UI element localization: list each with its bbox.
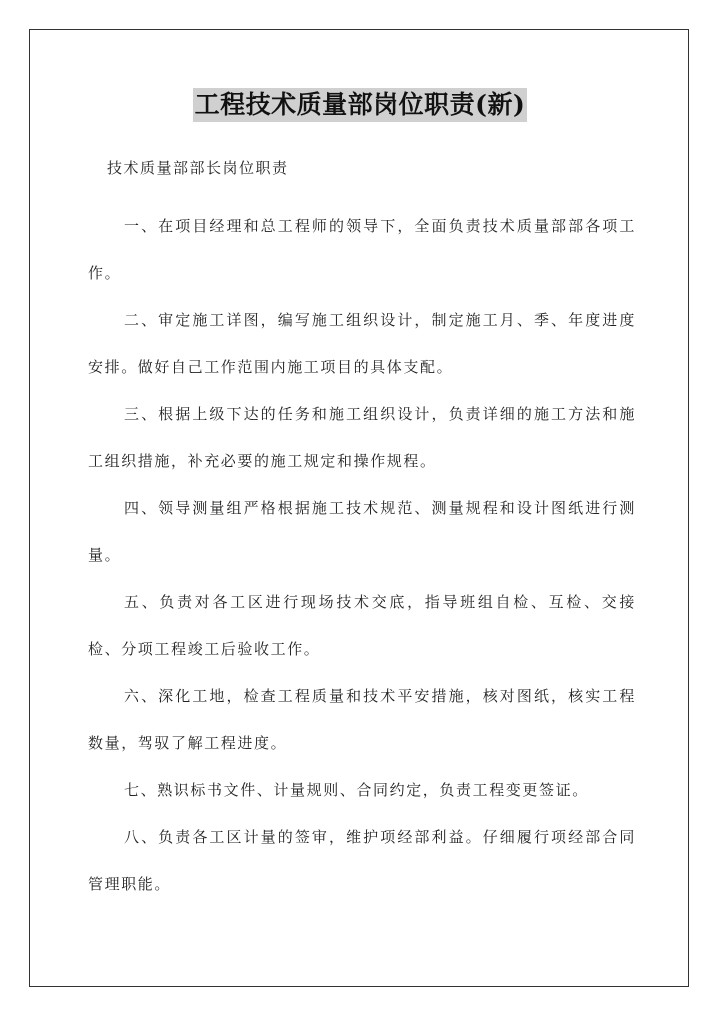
duty-paragraph-4: 四、领导测量组严格根据施工技术规范、测量规程和设计图纸进行测量。	[88, 499, 636, 564]
document-title: 工程技术质量部岗位职责(新)	[193, 88, 528, 122]
document-body	[88, 203, 636, 908]
duty-paragraph-2: 二、审定施工详图，编写施工组织设计，制定施工月、季、年度进度安排。做好自己工作范围内施工项目的具体支配。	[88, 311, 636, 376]
duty-paragraph-7: 七、熟识标书文件、计量规则、合同约定，负责工程变更签证。	[124, 781, 589, 799]
duty-paragraph-5: 五、负责对各工区进行现场技术交底，指导班组自检、互检、交接检、分项工程竣工后验收工作。	[88, 593, 636, 658]
duty-paragraph-6: 六、深化工地，检查工程质量和技术平安措施，核对图纸，核实工程数量，驾驭了解工程进度。	[88, 687, 636, 752]
duty-paragraph-3: 三、根据上级下达的任务和施工组织设计，负责详细的施工方法和施工组织措施，补充必要的施工规定和操作规程。	[88, 405, 636, 470]
duty-paragraph-8: 八、负责各工区计量的签审，维护项经部利益。仔细履行项经部合同管理职能。	[88, 828, 636, 893]
duty-paragraph-1: 一、在项目经理和总工程师的领导下，全面负责技术质量部部各项工作。	[88, 217, 636, 282]
title-container	[0, 88, 720, 122]
section-heading: 技术质量部部长岗位职责	[107, 159, 289, 177]
